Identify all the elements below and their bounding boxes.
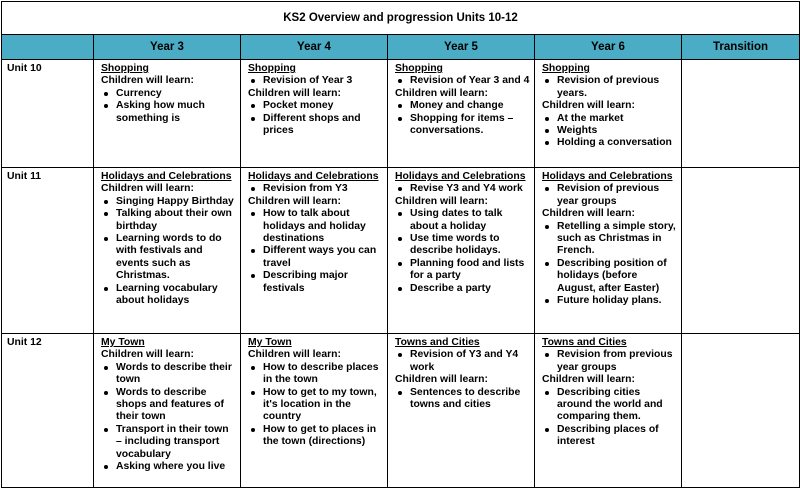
list-item: Describing places of interest <box>542 424 678 449</box>
content-cell <box>682 334 800 488</box>
table-row <box>2 60 800 168</box>
topic-title: Holidays and Celebrations <box>248 171 379 182</box>
list-item: Money and change <box>395 100 531 112</box>
list-item: Describing position of holidays (before August, after Easter) <box>542 258 678 295</box>
content-cell <box>535 334 682 488</box>
list-item: Asking where you live <box>101 461 237 473</box>
section-label: Children will learn: <box>248 349 341 361</box>
unit-label: Unit 10 <box>2 60 94 168</box>
list-item: Use time words to describe holidays. <box>395 233 531 258</box>
bullet-list <box>248 183 384 195</box>
list-item: Planning food and lists for a party <box>395 258 531 283</box>
section-label: Children will learn: <box>542 374 635 386</box>
list-item: Sentences to describe towns and cities <box>395 387 531 412</box>
list-item: Talking about their own birthday <box>101 208 237 233</box>
bullet-list <box>395 387 531 412</box>
list-item: Learning vocabulary about holidays <box>101 283 237 308</box>
header-cell: Year 3 <box>94 35 241 60</box>
bullet-list <box>395 183 531 195</box>
content-cell <box>535 168 682 334</box>
section-label: Children will learn: <box>101 349 194 361</box>
list-item: Words to describe shops and features of their town <box>101 387 237 424</box>
section-label: Children will learn: <box>101 75 194 87</box>
section-label: Children will learn: <box>101 183 194 195</box>
content-cell <box>682 168 800 334</box>
content-cell <box>94 334 241 488</box>
content-cell <box>241 60 388 168</box>
bullet-list <box>542 387 678 449</box>
bullet-list <box>395 75 531 87</box>
list-item: At the market <box>542 113 678 125</box>
bullet-list <box>395 208 531 295</box>
content-cell <box>241 334 388 488</box>
bullet-list <box>542 221 678 308</box>
header-row <box>2 35 800 60</box>
list-item: Revision of Y3 and Y4 work <box>395 349 531 374</box>
list-item: Describe a party <box>395 283 531 295</box>
list-item: Holding a conversation <box>542 137 678 149</box>
list-item: Singing Happy Birthday <box>101 196 237 208</box>
content-cell <box>388 60 535 168</box>
header-cell: Year 4 <box>241 35 388 60</box>
list-item: Revision of previous year groups <box>542 183 678 208</box>
list-item: Pocket money <box>248 100 384 112</box>
section-label: Children will learn: <box>395 374 488 386</box>
bullet-list <box>248 362 384 449</box>
topic-title: Holidays and Celebrations <box>542 171 673 182</box>
bullet-list <box>101 88 237 125</box>
section-label: Children will learn: <box>542 208 635 220</box>
list-item: How to get to places in the town (directions) <box>248 424 384 449</box>
list-item: Transport in their town – including transport vocabulary <box>101 424 237 461</box>
section-label: Children will learn: <box>542 100 635 112</box>
header-cell: Year 6 <box>535 35 682 60</box>
list-item: Revision from previous year groups <box>542 349 678 374</box>
content-cell <box>388 334 535 488</box>
bullet-list <box>101 362 237 474</box>
list-item: Shopping for items – conversations. <box>395 113 531 138</box>
content-cell <box>682 60 800 168</box>
bullet-list <box>395 100 531 137</box>
table-row <box>2 334 800 488</box>
bullet-list <box>248 208 384 295</box>
list-item: How to describe places in the town <box>248 362 384 387</box>
list-item: How to get to my town, it's location in the country <box>248 387 384 424</box>
content-cell <box>241 168 388 334</box>
list-item: Different ways you can travel <box>248 245 384 270</box>
list-item: Words to describe their town <box>101 362 237 387</box>
list-item: Revision of Year 3 <box>248 75 384 87</box>
bullet-list <box>542 75 678 100</box>
bullet-list <box>542 183 678 208</box>
list-item: Retelling a simple story, such as Christmas in French. <box>542 221 678 258</box>
list-item: Revision of previous years. <box>542 75 678 100</box>
list-item: Weights <box>542 125 678 137</box>
list-item: Currency <box>101 88 237 100</box>
table-row <box>2 168 800 334</box>
header-cell: Transition <box>682 35 800 60</box>
bullet-list <box>101 196 237 308</box>
topic-title: Shopping <box>248 63 296 74</box>
list-item: How to talk about holidays and holiday destinations <box>248 208 384 245</box>
list-item: Future holiday plans. <box>542 295 678 307</box>
list-item: Using dates to talk about a holiday <box>395 208 531 233</box>
list-item: Describing cities around the world and comparing them. <box>542 387 678 424</box>
list-item: Describing major festivals <box>248 270 384 295</box>
topic-title: Towns and Cities <box>542 337 627 348</box>
unit-label: Unit 11 <box>2 168 94 334</box>
title-row <box>2 2 800 35</box>
content-cell <box>388 168 535 334</box>
section-label: Children will learn: <box>248 87 341 99</box>
topic-title: Shopping <box>395 63 443 74</box>
topic-title: My Town <box>101 337 145 348</box>
topic-title: Holidays and Celebrations <box>101 171 232 182</box>
page-title: KS2 Overview and progression Units 10-12 <box>2 2 800 35</box>
bullet-list <box>395 349 531 374</box>
overview-table <box>1 1 800 488</box>
topic-title: Shopping <box>101 63 149 74</box>
bullet-list <box>542 113 678 150</box>
list-item: Revision of Year 3 and 4 <box>395 75 531 87</box>
list-item: Learning words to do with festivals and events such as Christmas. <box>101 233 237 283</box>
bullet-list <box>248 100 384 137</box>
topic-title: Shopping <box>542 63 590 74</box>
content-cell <box>94 60 241 168</box>
list-item: Different shops and prices <box>248 113 384 138</box>
section-label: Children will learn: <box>248 195 341 207</box>
content-cell <box>535 60 682 168</box>
header-cell <box>2 35 94 60</box>
unit-label: Unit 12 <box>2 334 94 488</box>
list-item: Revision from Y3 <box>248 183 384 195</box>
bullet-list <box>248 75 384 87</box>
list-item: Asking how much something is <box>101 100 237 125</box>
bullet-list <box>542 349 678 374</box>
list-item: Revise Y3 and Y4 work <box>395 183 531 195</box>
section-label: Children will learn: <box>395 87 488 99</box>
section-label: Children will learn: <box>395 195 488 207</box>
topic-title: My Town <box>248 337 292 348</box>
header-cell: Year 5 <box>388 35 535 60</box>
topic-title: Towns and Cities <box>395 337 480 348</box>
content-cell <box>94 168 241 334</box>
topic-title: Holidays and Celebrations <box>395 171 526 182</box>
